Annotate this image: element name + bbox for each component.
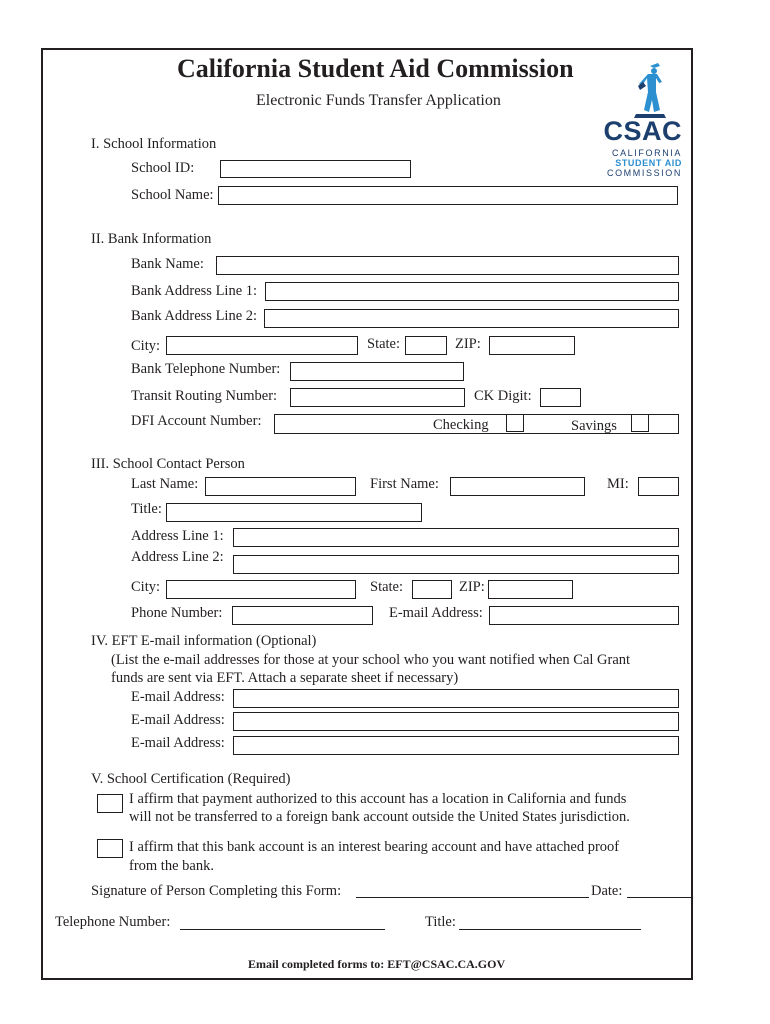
bank-address1-label: Bank Address Line 1: (131, 283, 258, 299)
school-name-label: School Name: (131, 187, 214, 203)
eft-email3-field[interactable] (233, 736, 679, 755)
school-name-field[interactable] (218, 186, 678, 205)
section-bank-info-heading: II. Bank Information (91, 231, 212, 247)
checking-checkbox[interactable] (506, 414, 524, 432)
contact-address2-label: Address Line 2: (131, 549, 224, 565)
bank-phone-label: Bank Telephone Number: (131, 361, 281, 377)
logo-line-2: STUDENT AID (615, 158, 682, 168)
signature-label: Signature of Person Completing this Form: (91, 883, 342, 899)
bank-state-field[interactable] (405, 336, 447, 355)
ck-digit-field[interactable] (540, 388, 581, 407)
contact-address1-field[interactable] (233, 528, 679, 547)
contact-title-label: Title: (131, 501, 162, 517)
contact-zip-label: ZIP: (459, 579, 485, 595)
account-number-label: DFI Account Number: (131, 413, 262, 429)
telephone-label: Telephone Number: (55, 914, 171, 930)
first-name-field[interactable] (450, 477, 585, 496)
checking-label: Checking (433, 417, 489, 433)
footer-email-instruction: Email completed forms to: EFT@CSAC.CA.GOV (248, 957, 506, 971)
bank-zip-label: ZIP: (455, 336, 481, 352)
csac-logo (604, 62, 684, 180)
bank-address2-label: Bank Address Line 2: (131, 308, 258, 324)
school-id-label: School ID: (131, 160, 195, 176)
section-certification-heading: V. School Certification (Required) (91, 771, 291, 787)
affirm-location-line2: will not be transferred to a foreign bank account outside the United States jurisdiction. (129, 809, 630, 825)
eft-email-note-line2: funds are sent via EFT. Attach a separate sheet if necessary) (111, 670, 459, 686)
contact-phone-field[interactable] (232, 606, 373, 625)
page-subtitle: Electronic Funds Transfer Application (256, 92, 501, 109)
routing-number-field[interactable] (290, 388, 465, 407)
affirm-interest-line1: I affirm that this bank account is an interest bearing account and have attached proof (129, 839, 620, 855)
mi-label: MI: (607, 476, 629, 492)
affirm-interest-line2: from the bank. (129, 858, 214, 874)
affirm-location-checkbox[interactable] (97, 794, 123, 813)
bank-address2-field[interactable] (264, 309, 679, 328)
contact-phone-label: Phone Number: (131, 605, 223, 621)
eft-email3-label: E-mail Address: (131, 735, 225, 751)
contact-title-field[interactable] (166, 503, 422, 522)
page-title: California Student Aid Commission (177, 54, 574, 83)
graduate-statue-icon (624, 62, 674, 120)
section-eft-email-heading: IV. EFT E-mail information (Optional) (91, 633, 317, 649)
eft-email1-field[interactable] (233, 689, 679, 708)
contact-address1-label: Address Line 1: (131, 528, 224, 544)
section-contact-heading: III. School Contact Person (91, 456, 245, 472)
savings-label: Savings (571, 418, 617, 434)
signer-title-line[interactable] (459, 929, 641, 930)
bank-city-field[interactable] (166, 336, 358, 355)
eft-email-note-line1: (List the e-mail addresses for those at your school who you want notified when Cal Grant (111, 652, 631, 668)
contact-city-field[interactable] (166, 580, 356, 599)
affirm-location-line1: I affirm that payment authorized to this account has a location in California and funds (129, 791, 627, 807)
affirm-interest-checkbox[interactable] (97, 839, 123, 858)
date-label: Date: (591, 883, 623, 899)
mi-field[interactable] (638, 477, 679, 496)
eft-email2-field[interactable] (233, 712, 679, 731)
contact-state-field[interactable] (412, 580, 452, 599)
savings-checkbox[interactable] (631, 414, 649, 432)
eft-email2-label: E-mail Address: (131, 712, 225, 728)
logo-line-1: CALIFORNIA (611, 148, 682, 158)
contact-address2-field[interactable] (233, 555, 679, 574)
signer-title-label: Title: (425, 914, 456, 930)
contact-zip-field[interactable] (488, 580, 573, 599)
bank-name-field[interactable] (216, 256, 679, 275)
routing-number-label: Transit Routing Number: (131, 388, 278, 404)
ck-digit-label: CK Digit: (474, 388, 532, 404)
school-id-field[interactable] (220, 160, 411, 178)
first-name-label: First Name: (370, 476, 439, 492)
contact-email-label: E-mail Address: (389, 605, 483, 621)
bank-state-label: State: (367, 336, 401, 352)
bank-address1-field[interactable] (265, 282, 679, 301)
section-school-info-heading: I. School Information (91, 136, 217, 152)
contact-state-label: State: (370, 579, 404, 595)
logo-acronym: CSAC (603, 116, 682, 146)
bank-name-label: Bank Name: (131, 256, 204, 272)
last-name-label: Last Name: (131, 476, 199, 492)
last-name-field[interactable] (205, 477, 356, 496)
bank-phone-field[interactable] (290, 362, 464, 381)
logo-line-3: COMMISSION (606, 168, 682, 178)
contact-email-field[interactable] (489, 606, 679, 625)
contact-city-label: City: (131, 579, 161, 595)
eft-email1-label: E-mail Address: (131, 689, 225, 705)
bank-city-label: City: (131, 338, 161, 354)
date-line[interactable] (627, 897, 692, 898)
bank-zip-field[interactable] (489, 336, 575, 355)
signature-line[interactable] (356, 897, 589, 898)
telephone-line[interactable] (180, 929, 385, 930)
